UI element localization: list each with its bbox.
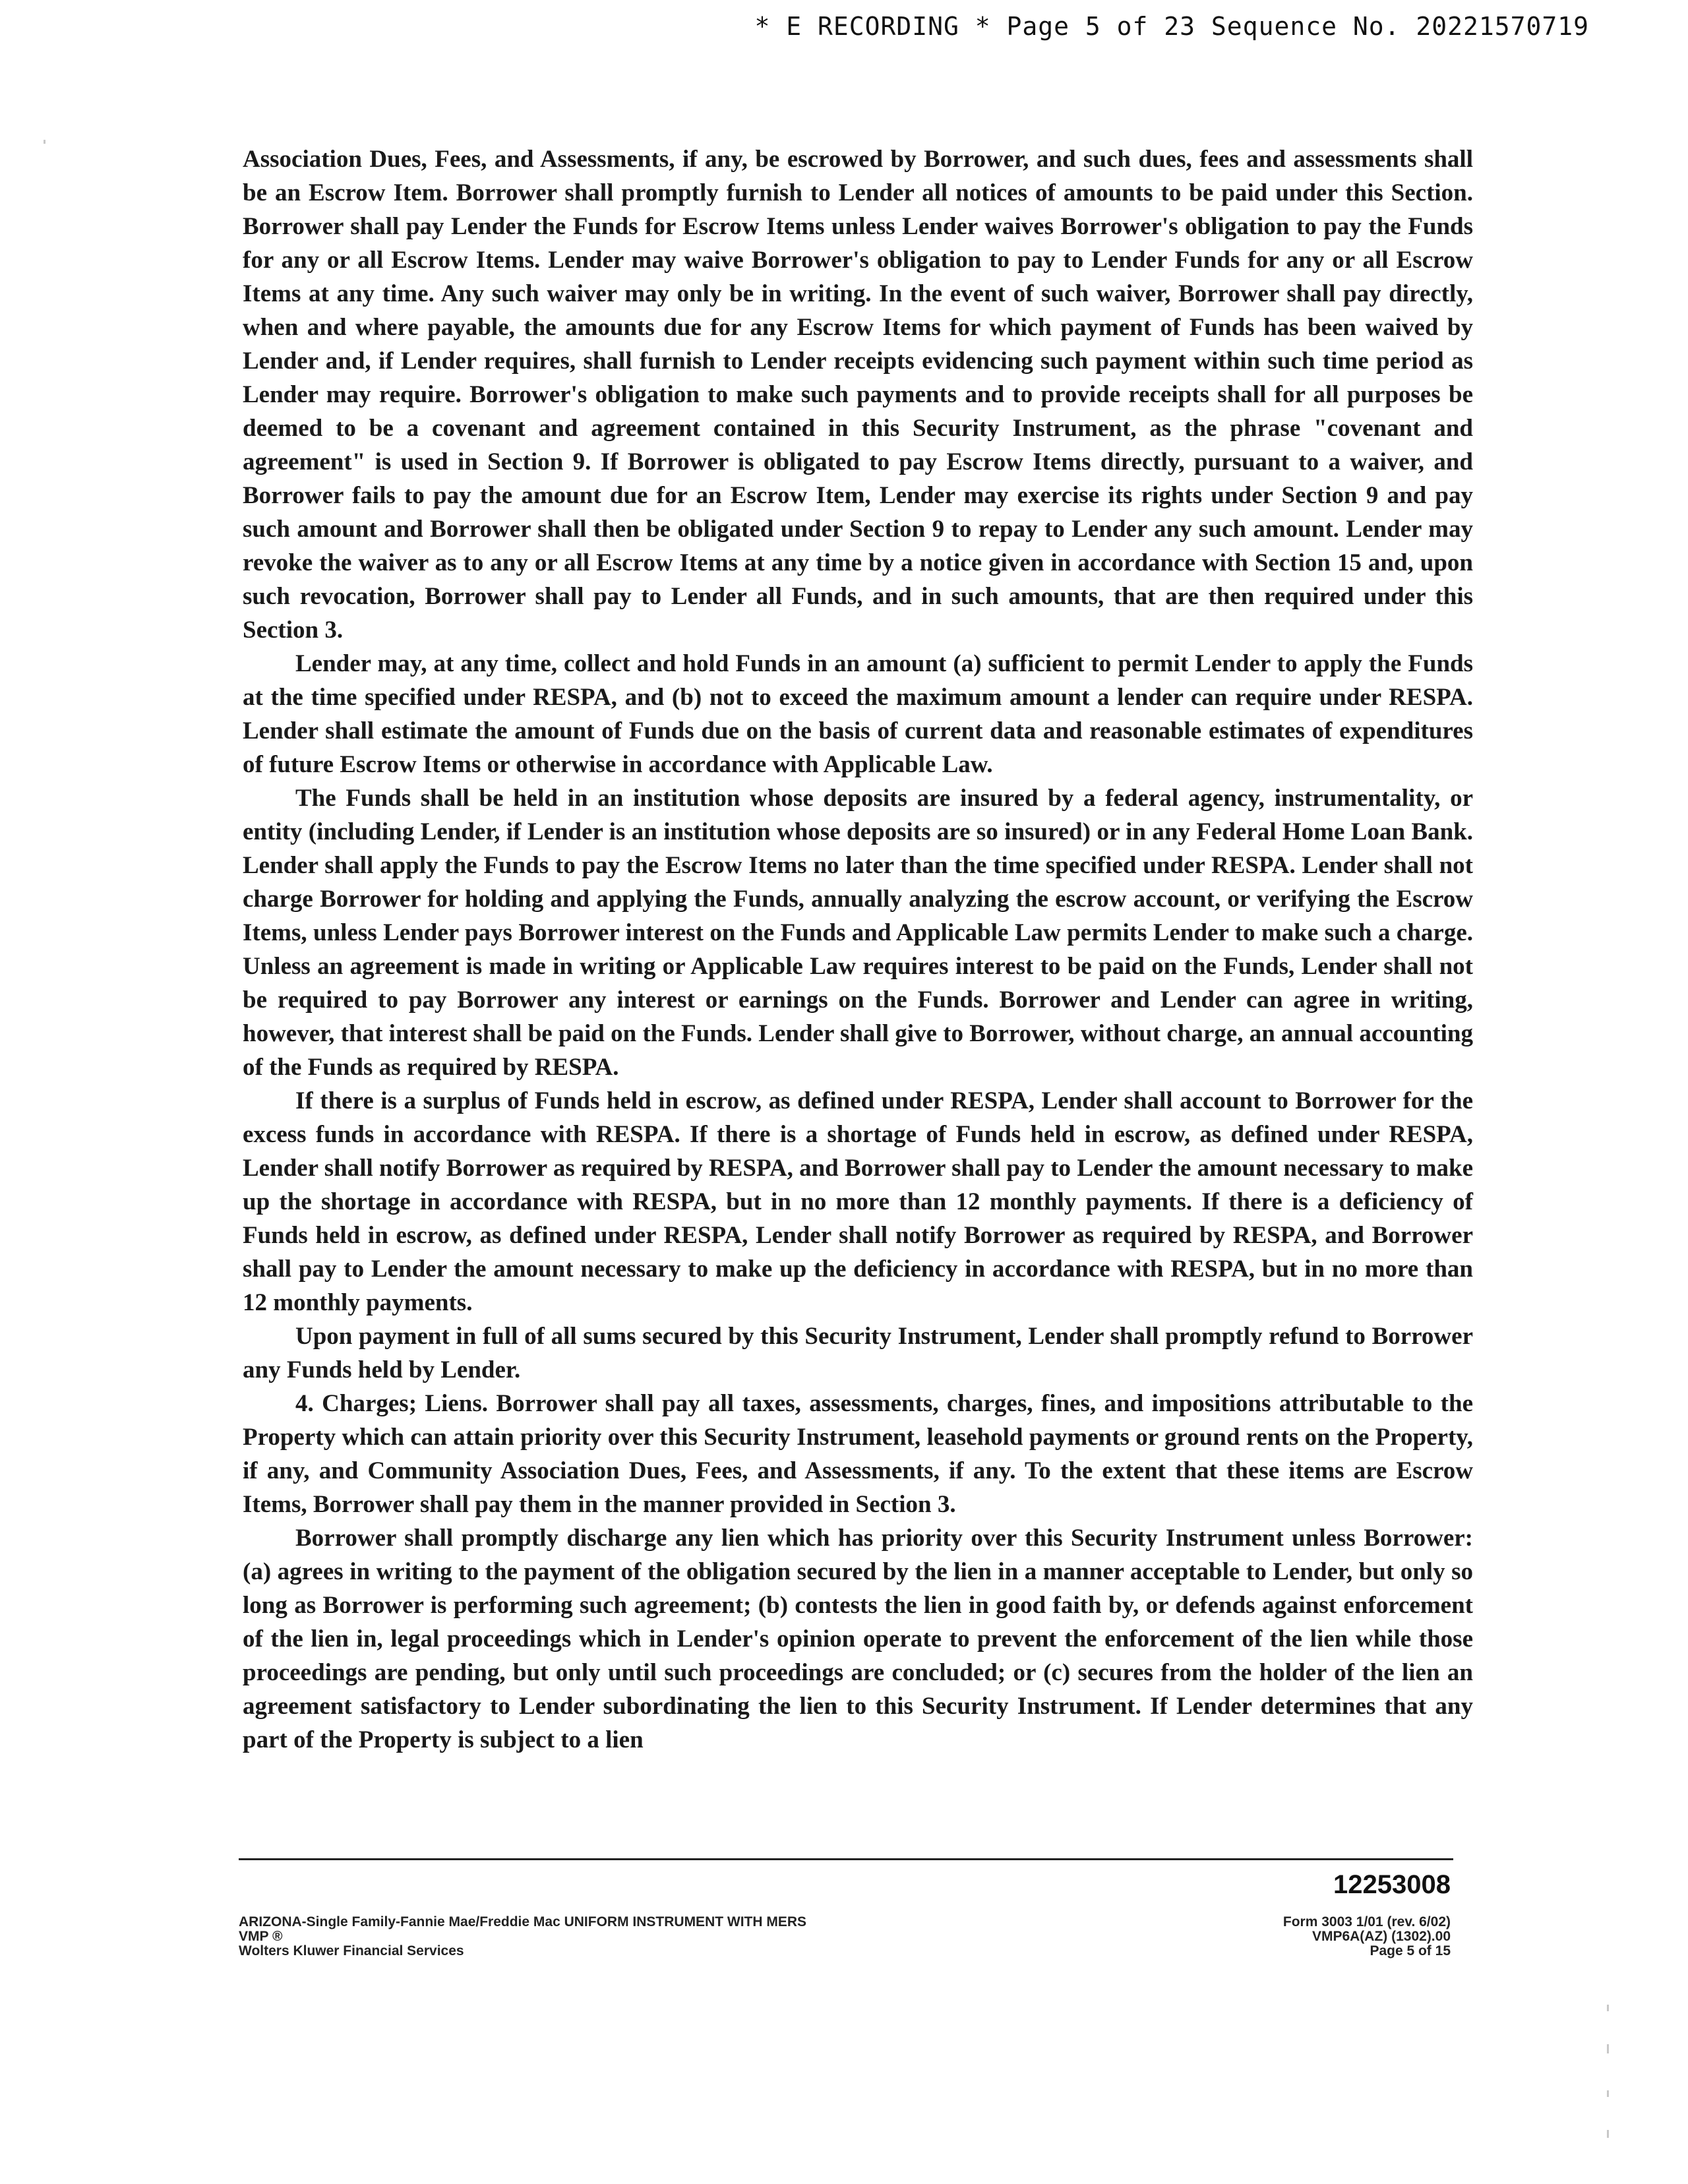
footer-vmp-mark: VMP ® [239,1929,283,1944]
footer-instrument-title: ARIZONA-Single Family-Fannie Mae/Freddie Mac UNIFORM INSTRUMENT WITH MERS [239,1914,807,1929]
footer-publisher: Wolters Kluwer Financial Services [239,1943,464,1958]
loan-number: 12253008 [1333,1870,1451,1899]
footer-form-number: Form 3003 1/01 (rev. 6/02) [1282,1914,1451,1929]
scan-speck [1607,2005,1609,2011]
recording-header: * E RECORDING * Page 5 of 23 Sequence No. 20221570719 [754,12,1589,41]
paragraph-discharge-lien: Borrower shall promptly discharge any lien which has priority over this Security Instrument unless Borrower: (a) agrees in writing to the payment of the obligation secured by the lien in a manner acceptable to Lender, but only so long as Borrower is performing such agreement; (b) contests the lien in good faith by, or defends against enforcement of the lien in, legal proceedings which in Lender's opinion operate to prevent the enforcement of the lien while those proceedings are pending, but only until such proceedings are concluded; or (c) secures from the holder of the lien an agreement satisfactory to Lender subordinating the lien to this Security Instrument. If Lender determines that any part of the Property is subject to a lien [243,1525,1473,1753]
footer-vmp-code: VMP6A(AZ) (1302).00 [1311,1929,1451,1944]
footer-divider [239,1858,1453,1860]
paragraph-funds-held: The Funds shall be held in an institution whose deposits are insured by a federal agency, instrumentality, or entity (including Lender, if Lender is an institution whose deposits are so insured) or in any Federal Home Loan Bank. Lender shall apply the Funds to pay the Escrow Items no later than the time specified under RESPA. Lender shall not charge Borrower for holding and applying the Funds, annually analyzing the escrow account, or verifying the Escrow Items, unless Lender pays Borrower interest on the Funds and Applicable Law permits Lender to make such a charge. Unless an agreement is made in writing or Applicable Law requires interest to be paid on the Funds, Lender shall not be required to pay Borrower any interest or earnings on the Funds. Borrower and Lender can agree in writing, however, that interest shall be paid on the Funds. Lender shall give to Borrower, without charge, an annual accounting of the Funds as required by RESPA. [243,785,1473,1081]
paragraph-collect-funds: Lender may, at any time, collect and hold Funds in an amount (a) sufficient to permit Lender to apply the Funds at the time specified under RESPA, and (b) not to exceed the maximum amount a lender can require under RESPA. Lender shall estimate the amount of Funds due on the basis of current data and reasonable estimates of expenditures of future Escrow Items or otherwise in accordance with Applicable Law. [243,650,1473,778]
scan-speck [1607,2044,1609,2053]
paragraph-escrow-waiver: Association Dues, Fees, and Assessments, if any, be escrowed by Borrower, and such dues, fees and assessments shall be an Escrow Item. Borrower shall promptly furnish to Lender all notices of amounts to be paid under this Section. Borrower shall pay Lender the Funds for Escrow Items unless Lender waives Borrower's obligation to pay the Funds for any or all Escrow Items. Lender may waive Borrower's obligation to pay to Lender Funds for any or all Escrow Items at any time. Any such waiver may only be in writing. In the event of such waiver, Borrower shall pay directly, when and where payable, the amounts due for any Escrow Items for which payment of Funds has been waived by Lender and, if Lender requires, shall furnish to Lender receipts evidencing such payment within such time period as Lender may require. Borrower's obligation to make such payments and to provide receipts shall for all purposes be deemed to be a covenant and agreement contained in this Security Instrument, as the phrase "covenant and agreement" is used in Section 9. If Borrower is obligated to pay Escrow Items directly, pursuant to a waiver, and Borrower fails to pay the amount due for an Escrow Item, Lender may exercise its rights under Section 9 and pay such amount and Borrower shall then be obligated under Section 9 to repay to Lender any such amount. Lender may revoke the waiver as to any or all Escrow Items at any time by a notice given in accordance with Section 15 and, upon such revocation, Borrower shall pay to Lender all Funds, and in such amounts, that are then required under this Section 3. [243,146,1473,644]
document-body [243,142,1473,1757]
paragraph-refund: Upon payment in full of all sums secured by this Security Instrument, Lender shall promptly refund to Borrower any Funds held by Lender. [243,1323,1473,1383]
scan-speck [1607,2090,1609,2097]
paragraph-charges-liens: 4. Charges; Liens. Borrower shall pay all taxes, assessments, charges, fines, and impositions attributable to the Property which can attain priority over this Security Instrument, leasehold payments or ground rents on the Property, if any, and Community Association Dues, Fees, and Assessments, if any. To the extent that these items are Escrow Items, Borrower shall pay them in the manner provided in Section 3. [243,1390,1473,1518]
footer-form-info-right [1283,1915,1451,1958]
scan-speck [44,140,45,144]
footer-page-number: Page 5 of 15 [1370,1943,1451,1958]
paragraph-surplus-shortage: If there is a surplus of Funds held in escrow, as defined under RESPA, Lender shall account to Borrower for the excess funds in accordance with RESPA. If there is a shortage of Funds held in escrow, as defined under RESPA, Lender shall notify Borrower as required by RESPA, and Borrower shall pay to Lender the amount necessary to make up the shortage in accordance with RESPA, but in no more than 12 monthly payments. If there is a deficiency of Funds held in escrow, as defined under RESPA, Lender shall notify Borrower as required by RESPA, and Borrower shall pay to Lender the amount necessary to make up the deficiency in accordance with RESPA, but in no more than 12 monthly payments. [243,1087,1473,1316]
footer-form-info-left [239,1915,806,1958]
scan-speck [1607,2130,1609,2138]
